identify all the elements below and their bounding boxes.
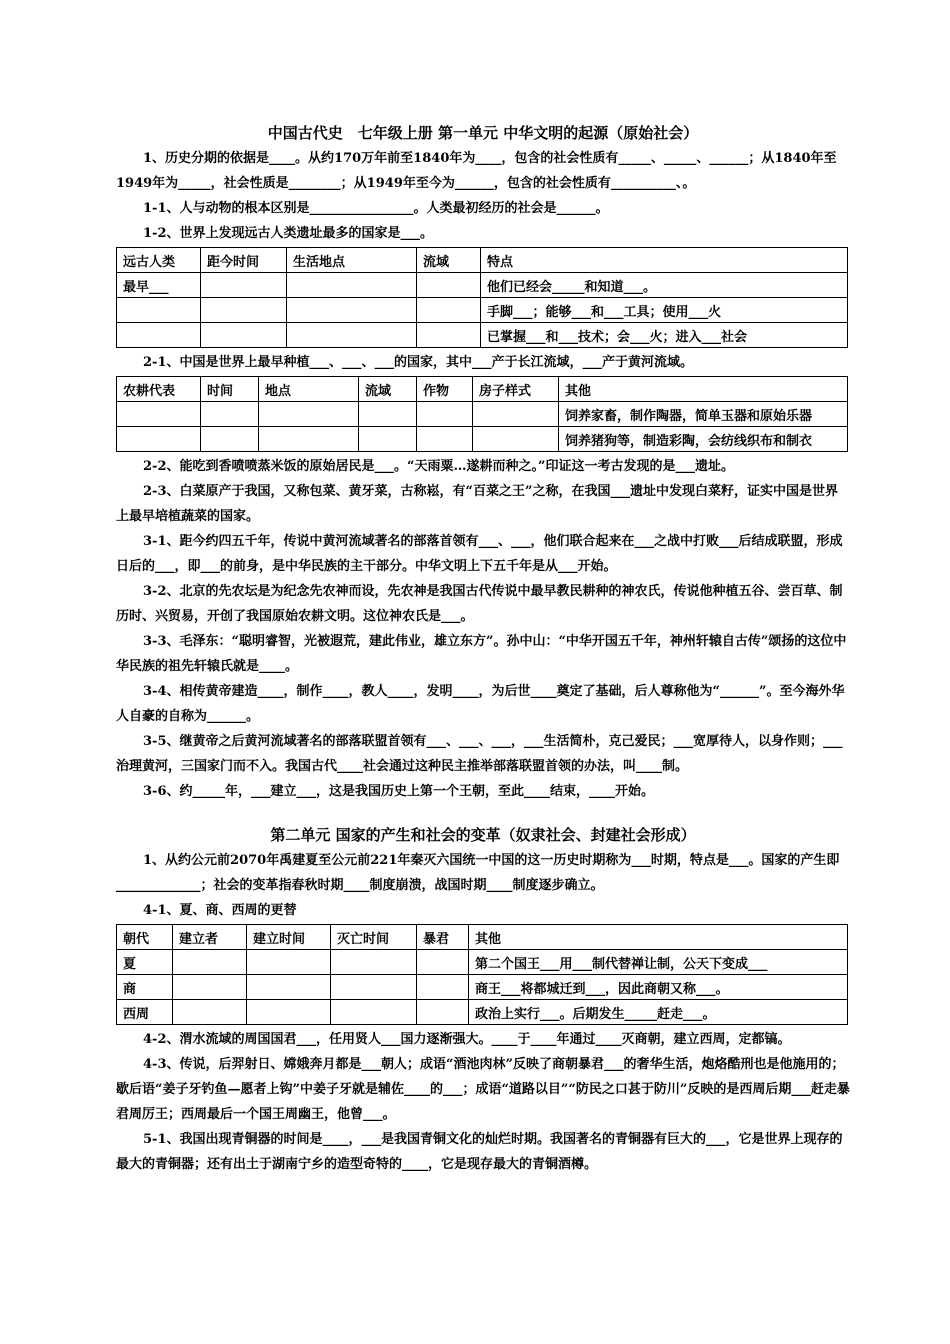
table-cell[interactable]: [417, 427, 473, 452]
table-cell[interactable]: [259, 402, 359, 427]
document-page: [116, 122, 850, 1177]
table-cell[interactable]: [417, 1000, 469, 1025]
farming-table: [116, 376, 848, 452]
paragraph-2-1: 2-1、中国是世界上最早种植___、___、___的国家，其中___产于长江流域，___产于黄河流域。: [143, 355, 693, 370]
table-header-row: [117, 377, 848, 402]
table-cell[interactable]: [287, 273, 417, 298]
table-cell: 饲养家畜，制作陶器，简单玉器和原始乐器: [559, 402, 848, 427]
table-cell: 夏: [117, 950, 173, 975]
table-header-row: [117, 248, 848, 273]
table-header-cell: 时间: [201, 377, 259, 402]
table-header-cell: 建立时间: [247, 925, 331, 950]
table-cell[interactable]: [473, 427, 559, 452]
table-header-cell: 远古人类: [117, 248, 201, 273]
paragraph-1-2: 1-2、世界上发现远古人类遗址最多的国家是___。: [143, 226, 433, 241]
table-header-cell: 灭亡时间: [331, 925, 417, 950]
table-header-cell: 其他: [559, 377, 848, 402]
table-cell[interactable]: [417, 323, 481, 348]
table-cell: 商: [117, 975, 173, 1000]
table-cell[interactable]: [201, 427, 259, 452]
table-header-cell: 作物: [417, 377, 473, 402]
paragraph-3-4: 3-4、相传黄帝建造____，制作____，教人____，发明____，为后世____奠定了基础，后人尊称他为“______”。至今海外华人自豪的自称为______。: [116, 684, 845, 724]
table-cell[interactable]: [359, 402, 417, 427]
table-cell: 手脚___；能够___和___工具；使用___火: [481, 298, 848, 323]
table-cell: 已掌握___和___技术；会___火；进入___社会: [481, 323, 848, 348]
table-cell: 商王___将都城迁到___，因此商朝又称___。: [469, 975, 848, 1000]
table-cell[interactable]: [247, 1000, 331, 1025]
paragraph-3-3: 3-3、毛泽东：“聪明睿智，光被遐荒，建此伟业，雄立东方”。孙中山：“中华开国五千年，神州轩辕自古传”颂扬的这位中华民族的祖先轩辕氏就是____。: [116, 634, 847, 674]
table-cell[interactable]: [417, 950, 469, 975]
paragraph-u2-1: 1、从约公元前2070年禹建夏至公元前221年秦灭六国统一中国的这一历史时期称为___时期，特点是___。国家的产生即_____________；社会的变革指春秋时期____制度崩溃，战国时期____制度逐步确立。: [116, 853, 840, 893]
table-row: [117, 402, 848, 427]
table-row: [117, 975, 848, 1000]
table-header-cell: 距今时间: [201, 248, 287, 273]
table-cell[interactable]: [417, 402, 473, 427]
dynasty-table: [116, 924, 848, 1025]
table-cell[interactable]: [417, 273, 481, 298]
paragraph-3-1: 3-1、距今约四五千年，传说中黄河流域著名的部落首领有___、___，他们联合起来在___之战中打败___后结成联盟，形成日后的___，即___的前身，是中华民族的主干部分。中华文明上下五千年是从___开始。: [116, 534, 843, 574]
table-cell: 西周: [117, 1000, 173, 1025]
table-cell[interactable]: [331, 975, 417, 1000]
table-cell[interactable]: [287, 298, 417, 323]
paragraph-2-2: 2-2、能吃到香喷喷蒸米饭的原始居民是___。“天雨粟…遂耕而种之。”印证这一考古发现的是___遗址。: [143, 459, 734, 474]
table-cell[interactable]: [117, 427, 201, 452]
table-cell[interactable]: [173, 950, 247, 975]
table-header-cell: 房子样式: [473, 377, 559, 402]
paragraph-1-1: 1-1、人与动物的根本区别是________________。人类最初经历的社会是______。: [143, 201, 609, 216]
table-cell[interactable]: [331, 950, 417, 975]
unit2-title: 第二单元 国家的产生和社会的变革（奴隶社会、封建社会形成）: [270, 826, 696, 844]
paragraph-1: 1、历史分期的依据是____。从约170万年前至1840年为____，包含的社会性质有_____、_____、______；从1840年至1949年为_____，社会性质是________；从1949年至今为______，包含的社会性质有__________、。: [116, 151, 837, 191]
table-cell[interactable]: [417, 298, 481, 323]
table-cell[interactable]: [359, 427, 417, 452]
table-cell: 第二个国王___用___制代替禅让制，公天下变成___: [469, 950, 848, 975]
table-cell[interactable]: [417, 975, 469, 1000]
table-cell[interactable]: [117, 402, 201, 427]
table-cell[interactable]: [173, 1000, 247, 1025]
table-header-cell: 生活地点: [287, 248, 417, 273]
table-header-cell: 建立者: [173, 925, 247, 950]
table-header-cell: 农耕代表: [117, 377, 201, 402]
table-row: [117, 298, 848, 323]
table-cell[interactable]: [201, 323, 287, 348]
paragraph-2-3: 2-3、白菜原产于我国，又称包菜、黄牙菜，古称崧，有“百菜之王”之称，在我国___遗址中发现白菜籽，证实中国是世界上最早培植蔬菜的国家。: [116, 484, 838, 524]
table-row: [117, 323, 848, 348]
table-header-row: [117, 925, 848, 950]
table-header-cell: 流域: [417, 248, 481, 273]
table-cell: 他们已经会_____和知道___。: [481, 273, 848, 298]
table-cell[interactable]: [247, 975, 331, 1000]
table-cell[interactable]: [473, 402, 559, 427]
table-row: [117, 273, 848, 298]
table-cell: 最早___: [117, 273, 201, 298]
table-header-cell: 暴君: [417, 925, 469, 950]
paragraph-3-6: 3-6、约_____年，___建立___，这是我国历史上第一个王朝，至此____结束，____开始。: [143, 784, 654, 799]
paragraph-4-2: 4-2、渭水流域的周国国君___，任用贤人___国力逐渐强大。____于____年通过____灭商朝，建立西周，定都镐。: [143, 1032, 791, 1047]
table-header-cell: 特点: [481, 248, 848, 273]
table-row: [117, 950, 848, 975]
paragraph-4-3: 4-3、传说，后羿射日、嫦娥奔月都是___朝人；成语“酒池肉林”反映了商朝暴君___的奢华生活，炮烙酷刑也是他施用的；歇后语“姜子牙钓鱼—愿者上钩”中姜子牙就是辅佐____的___；成语“道路以目”“防民之口甚于防川”反映的是西周后期___赶走暴君周厉王；西周最后一个国王周幽王，他曾___。: [116, 1057, 850, 1122]
ancient-humans-table: [116, 247, 848, 348]
table-cell[interactable]: [117, 298, 201, 323]
paragraph-3-5: 3-5、继黄帝之后黄河流域著名的部落联盟首领有___、___、___，___生活简朴，克己爱民；___宽厚待人，以身作则；___治理黄河，三国家门而不入。我国古代____社会通过这种民主推举部落联盟首领的办法，叫____制。: [116, 734, 843, 774]
table-cell: 饲养猪狗等，制造彩陶，会纺线织布和制衣: [559, 427, 848, 452]
table-cell[interactable]: [117, 323, 201, 348]
table-cell[interactable]: [201, 273, 287, 298]
table-header-cell: 其他: [469, 925, 848, 950]
table-row: [117, 1000, 848, 1025]
table-header-cell: 流域: [359, 377, 417, 402]
table-cell[interactable]: [201, 402, 259, 427]
table-cell[interactable]: [331, 1000, 417, 1025]
table-cell[interactable]: [247, 950, 331, 975]
table-cell: 政治上实行___。后期发生_____赶走___。: [469, 1000, 848, 1025]
paragraph-4-1: 4-1、夏、商、西周的更替: [143, 903, 297, 918]
table-header-cell: 朝代: [117, 925, 173, 950]
table-cell[interactable]: [201, 298, 287, 323]
table-header-cell: 地点: [259, 377, 359, 402]
paragraph-3-2: 3-2、北京的先农坛是为纪念先农神而设，先农神是我国古代传说中最早教民耕种的神农氏，传说他种植五谷、尝百草、制历时、兴贸易，开创了我国原始农耕文明。这位神农氏是___。: [116, 584, 843, 624]
table-cell[interactable]: [259, 427, 359, 452]
table-row: [117, 427, 848, 452]
table-cell[interactable]: [287, 323, 417, 348]
paragraph-5-1: 5-1、我国出现青铜器的时间是____，___是我国青铜文化的灿烂时期。我国著名的青铜器有巨大的___，它是世界上现存的最大的青铜器；还有出土于湖南宁乡的造型奇特的____，它是现存最大的青铜酒樽。: [116, 1132, 843, 1172]
table-cell[interactable]: [173, 975, 247, 1000]
unit1-title: 中国古代史 七年级上册 第一单元 中华文明的起源（原始社会）: [267, 124, 699, 142]
